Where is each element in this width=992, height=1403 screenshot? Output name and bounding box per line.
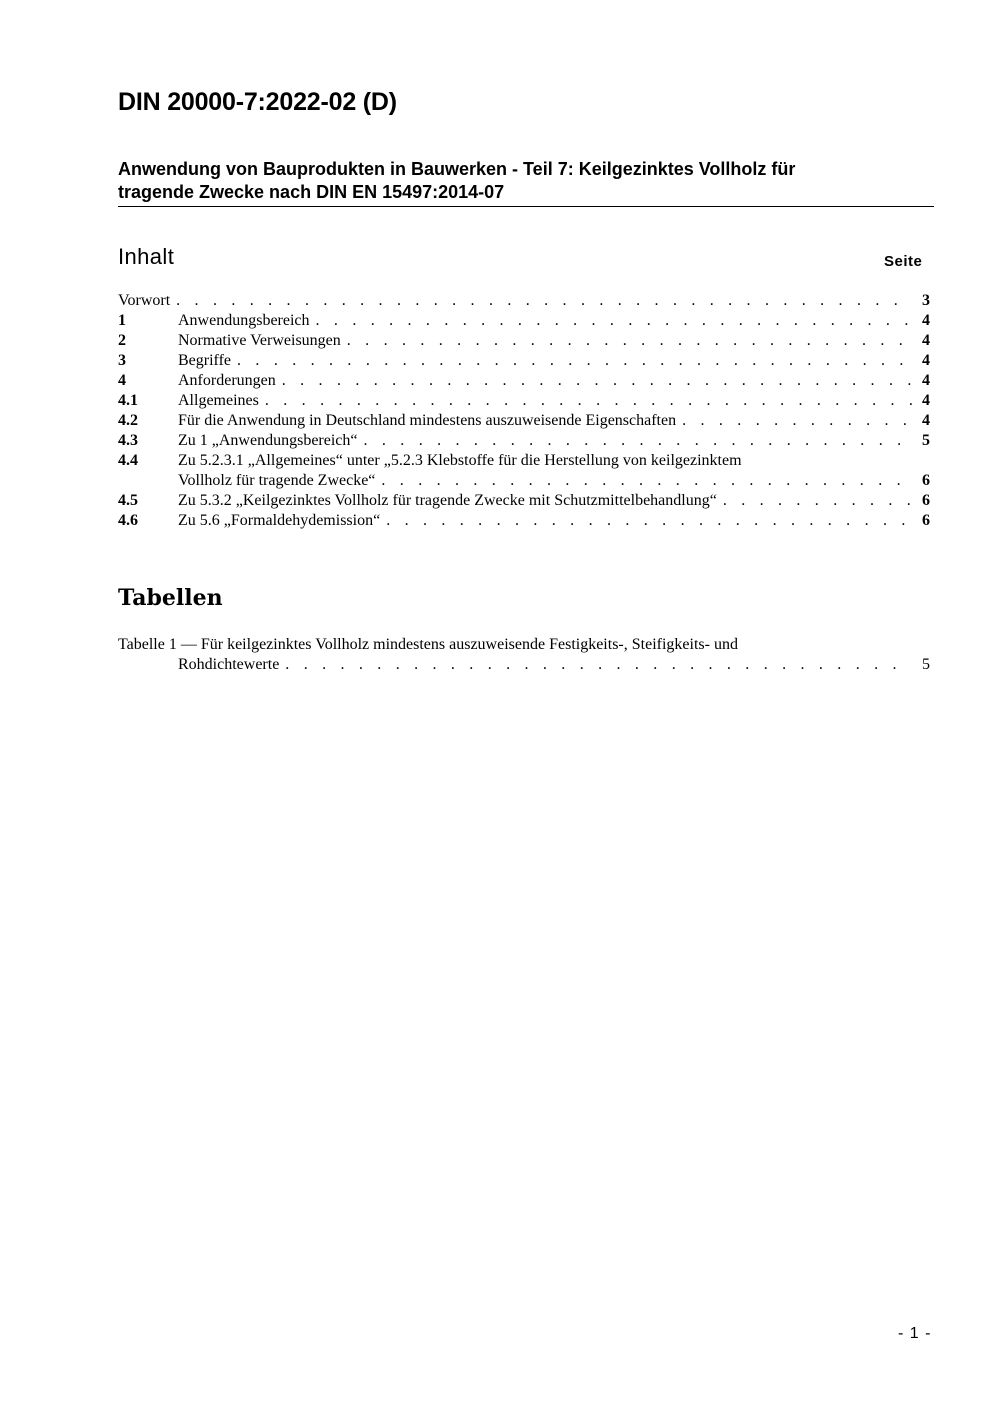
toc-entry-1[interactable] — [118, 311, 930, 331]
toc-entry-title: Begriffe — [178, 352, 232, 369]
toc-entry-page: 4 — [922, 352, 930, 369]
toc-leader-dots — [364, 431, 913, 451]
toc-entry-2[interactable] — [118, 331, 930, 351]
toc-page-column-label: Seite — [884, 253, 923, 270]
tables-list — [118, 635, 930, 675]
document-title-line-2: tragende Zwecke nach DIN EN 15497:2014-07 — [118, 182, 505, 202]
document-title — [118, 158, 918, 204]
document-id: DIN 20000-7:2022-02 (D) — [118, 88, 397, 116]
toc-entry-number: 4.2 — [118, 412, 138, 429]
toc-entry-title: Anwendungsbereich — [178, 312, 310, 329]
table-entry-title: Tabelle 1 — Für keilgezinktes Vollholz mindestens auszuweisende Festigkeits-, Steifigkeits- und — [118, 636, 738, 653]
toc-leader-dots — [237, 351, 912, 371]
toc-leader-dots — [386, 511, 912, 531]
toc-entry-vorwort[interactable] — [118, 291, 930, 311]
toc-entry-page: 4 — [922, 312, 930, 329]
toc-entry-page: 6 — [922, 472, 930, 489]
toc-entry-number: 4 — [118, 372, 126, 389]
table-entry-1-continuation[interactable] — [118, 655, 930, 675]
tables-heading: Tabellen — [118, 585, 223, 611]
toc-heading: Inhalt — [118, 244, 175, 269]
toc-leader-dots — [176, 291, 912, 311]
toc-entry-page: 4 — [922, 412, 930, 429]
toc-entry-number: 3 — [118, 352, 126, 369]
toc-leader-dots — [347, 331, 912, 351]
toc-leader-dots — [381, 471, 912, 491]
toc-leader-dots — [316, 311, 912, 331]
toc-entry-title: Für die Anwendung in Deutschland mindestens auszuweisende Eigenschaften — [178, 412, 677, 429]
toc-entry-page: 4 — [922, 372, 930, 389]
toc-entry-page: 3 — [922, 292, 930, 309]
toc-entry-4-4[interactable] — [118, 451, 930, 471]
toc-entry-number: 4.3 — [118, 432, 138, 449]
table-entry-1[interactable] — [118, 635, 930, 655]
toc-entry-title-continuation: Vollholz für tragende Zwecke“ — [178, 472, 376, 489]
toc-entry-4[interactable] — [118, 371, 930, 391]
title-divider — [118, 206, 934, 207]
toc-entry-4-4-continuation[interactable] — [118, 471, 930, 491]
toc-entry-page: 6 — [922, 492, 930, 509]
toc-entry-number: 4.5 — [118, 492, 138, 509]
toc-entry-4-6[interactable] — [118, 511, 930, 531]
table-entry-title-continuation: Rohdichtewerte — [178, 656, 280, 673]
toc-entry-number: 4.1 — [118, 392, 138, 409]
toc-entry-3[interactable] — [118, 351, 930, 371]
table-entry-page: 5 — [922, 656, 930, 673]
toc-entry-number: 2 — [118, 332, 126, 349]
toc-entry-page: 6 — [922, 512, 930, 529]
toc-entry-title: Vorwort — [118, 292, 171, 309]
document-title-line-1: Anwendung von Bauprodukten in Bauwerken - Teil 7: Keilgezinktes Vollholz für — [118, 159, 796, 179]
toc-entry-4-5[interactable] — [118, 491, 930, 511]
toc-entry-page: 4 — [922, 332, 930, 349]
toc-entry-page: 5 — [922, 432, 930, 449]
toc-entry-number: 4.6 — [118, 512, 138, 529]
toc-entry-4-3[interactable] — [118, 431, 930, 451]
toc-entry-title: Anforderungen — [178, 372, 276, 389]
toc-entry-4-2[interactable] — [118, 411, 930, 431]
toc-entry-title: Zu 5.2.3.1 „Allgemeines“ unter „5.2.3 Klebstoffe für die Herstellung von keilgezinktem — [178, 452, 742, 469]
toc-leader-dots — [285, 655, 912, 675]
toc-entry-4-1[interactable] — [118, 391, 930, 411]
toc-entry-page: 4 — [922, 392, 930, 409]
toc-entry-title: Zu 1 „Anwendungsbereich“ — [178, 432, 358, 449]
toc-list — [118, 291, 930, 531]
page-number: - 1 - — [898, 1325, 932, 1342]
toc-leader-dots — [723, 491, 912, 511]
toc-entry-title: Zu 5.6 „Formaldehydemission“ — [178, 512, 381, 529]
toc-leader-dots — [282, 371, 912, 391]
toc-leader-dots — [265, 391, 912, 411]
toc-entry-title: Allgemeines — [178, 392, 259, 409]
toc-entry-title: Normative Verweisungen — [178, 332, 341, 349]
toc-entry-title: Zu 5.3.2 „Keilgezinktes Vollholz für tragende Zwecke mit Schutzmittelbehandlung“ — [178, 492, 717, 509]
toc-leader-dots — [682, 411, 912, 431]
toc-entry-number: 1 — [118, 312, 126, 329]
toc-entry-number: 4.4 — [118, 452, 138, 469]
